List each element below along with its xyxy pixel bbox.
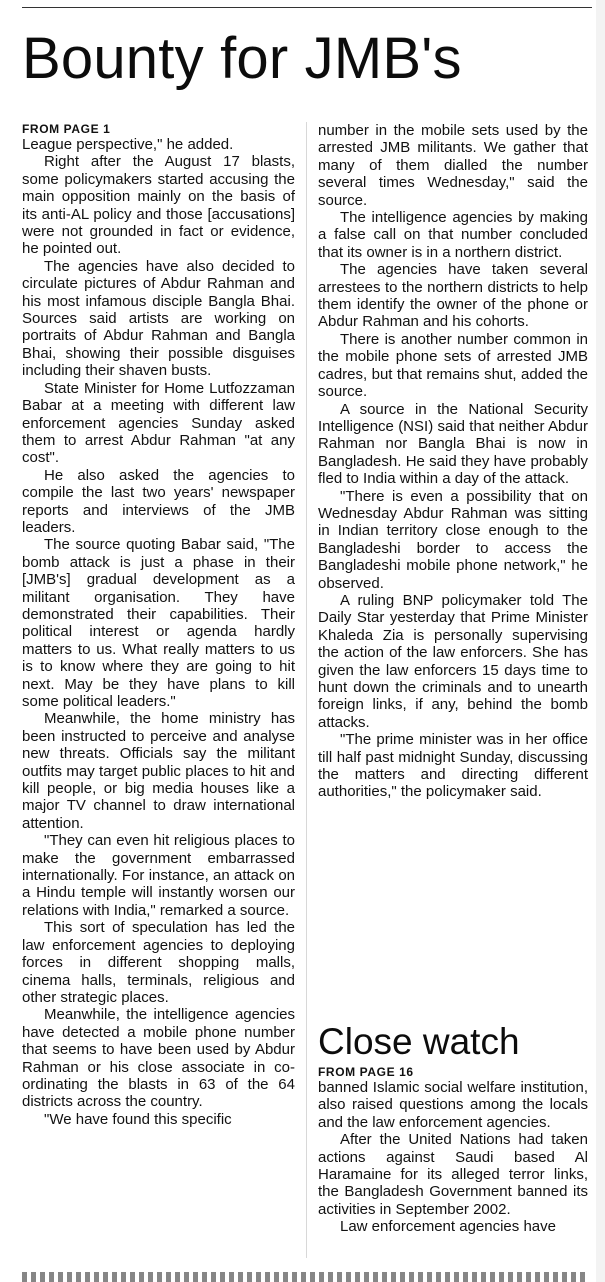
second-headline: Close watch — [318, 1021, 520, 1062]
paragraph: He also asked the agencies to compile the last two years' newspaper reports and interviews of the JMB leaders. — [22, 466, 295, 536]
paragraph: There is another number common in the mobile phone sets of arrested JMB cadres, but that remains shut, added the source. — [318, 330, 588, 401]
paragraph: The intelligence agencies by making a false call on that number concluded that its owner is in a northern district. — [318, 209, 588, 261]
paragraph: A ruling BNP policymaker told The Daily Star yesterday that Prime Minister Khaleda Zia is personally supervising the action of the law enforcers. She has given the law enforcers 15 days time to hunt down the criminals and to unearth foreign links, if any, behind the bomb attacks. — [318, 591, 588, 731]
top-rule — [22, 7, 592, 8]
paragraph: This sort of speculation has led the law enforcement agencies to deploying forces in different shopping malls, cinema halls, terminals, religious and other strategic places. — [22, 919, 295, 1006]
paragraph: "They can even hit religious places to make the government embarrassed internationally. For instance, an attack on a Hindu temple will instantly worsen our relations with India," remarked a source. — [22, 832, 295, 919]
page-edge — [596, 0, 605, 1282]
headline: Bounty for JMB's — [22, 26, 462, 91]
paragraph: State Minister for Home Lutfozzaman Babar at a meeting with different law enforcement agencies Sunday asked them to arrest Abdur Rahman "at any cost". — [22, 379, 295, 467]
paragraph: Right after the August 17 blasts, some policymakers started accusing the main opposition mainly on the basis of its anti-AL policy and those [accusations] were not grounded in fact or evidence, he pointed out. — [22, 153, 295, 258]
paragraph: After the United Nations had taken actions against Saudi based Al Haramaine for its alleged terror links, the Bangladesh Government banned its activities in September 2002. — [318, 1131, 588, 1218]
paragraph: "The prime minister was in her office till half past midnight Sunday, discussing the matters and directing different authorities," the policymaker said. — [318, 731, 588, 801]
paragraph: A source in the National Security Intelligence (NSI) said that neither Abdur Rahman nor Bangla Bhai is now in Bangladesh. He said they have probably fled to India within a day of the attack. — [318, 400, 588, 488]
column-divider — [306, 122, 307, 1258]
paragraph: "We have found this specific — [44, 1110, 232, 1128]
jump-label: FROM PAGE 1 — [22, 122, 111, 136]
paragraph: Law enforcement agencies have — [340, 1218, 556, 1236]
paragraph: The agencies have taken several arrestees to the northern districts to help them identify the owner of the phone or Abdur Rahman and his cohorts. — [318, 261, 588, 331]
paragraph: League perspective," he added. — [22, 136, 234, 153]
paragraph: Meanwhile, the intelligence agencies have detected a mobile phone number that seems to have been used by Abdur Rahman or his close associate in co-ordinating the blasts in 63 of the 64 districts across the country. — [22, 1006, 295, 1111]
paragraph: The source quoting Babar said, "The bomb attack is just a phase in their [JMB's] gradual development as a militant organisation. They have demonstrated their capabilities. Their political interest or agenda hardly matters to us. What really matters to us is to know where they are going to hit next. May be they have plans to kill some political leaders." — [22, 536, 295, 710]
cut-off-text-line — [22, 1272, 588, 1282]
paragraph: number in the mobile sets used by the arrested JMB militants. We gather that many of them dialled the number several times Wednesday," said the source. — [318, 122, 588, 209]
paragraph: Meanwhile, the home ministry has been instructed to perceive and analyse new threats. Officials say the militant outfits may target public places to hit and kill people, or big media houses like a major TV channel to draw international attention. — [22, 710, 295, 832]
second-article-column — [318, 1065, 588, 1260]
paragraph: The agencies have also decided to circulate pictures of Abdur Rahman and his most infamous disciple Bangla Bhai. Sources said artists are working on portraits of Abdur Rahman and Bangla Bhai, showing their possible disguises including their shaven busts. — [22, 257, 295, 380]
article-column-left — [22, 122, 295, 1258]
paragraph: banned Islamic social welfare institution, also raised questions among the locals and the law enforcement agencies. — [318, 1079, 588, 1131]
second-jump-label: FROM PAGE 16 — [318, 1065, 414, 1079]
paragraph: "There is even a possibility that on Wednesday Abdur Rahman was sitting in Indian territory close enough to the Bangladeshi border to access the Bangladeshi mobile phone network," he observed. — [318, 487, 588, 592]
article-column-right — [318, 122, 588, 962]
